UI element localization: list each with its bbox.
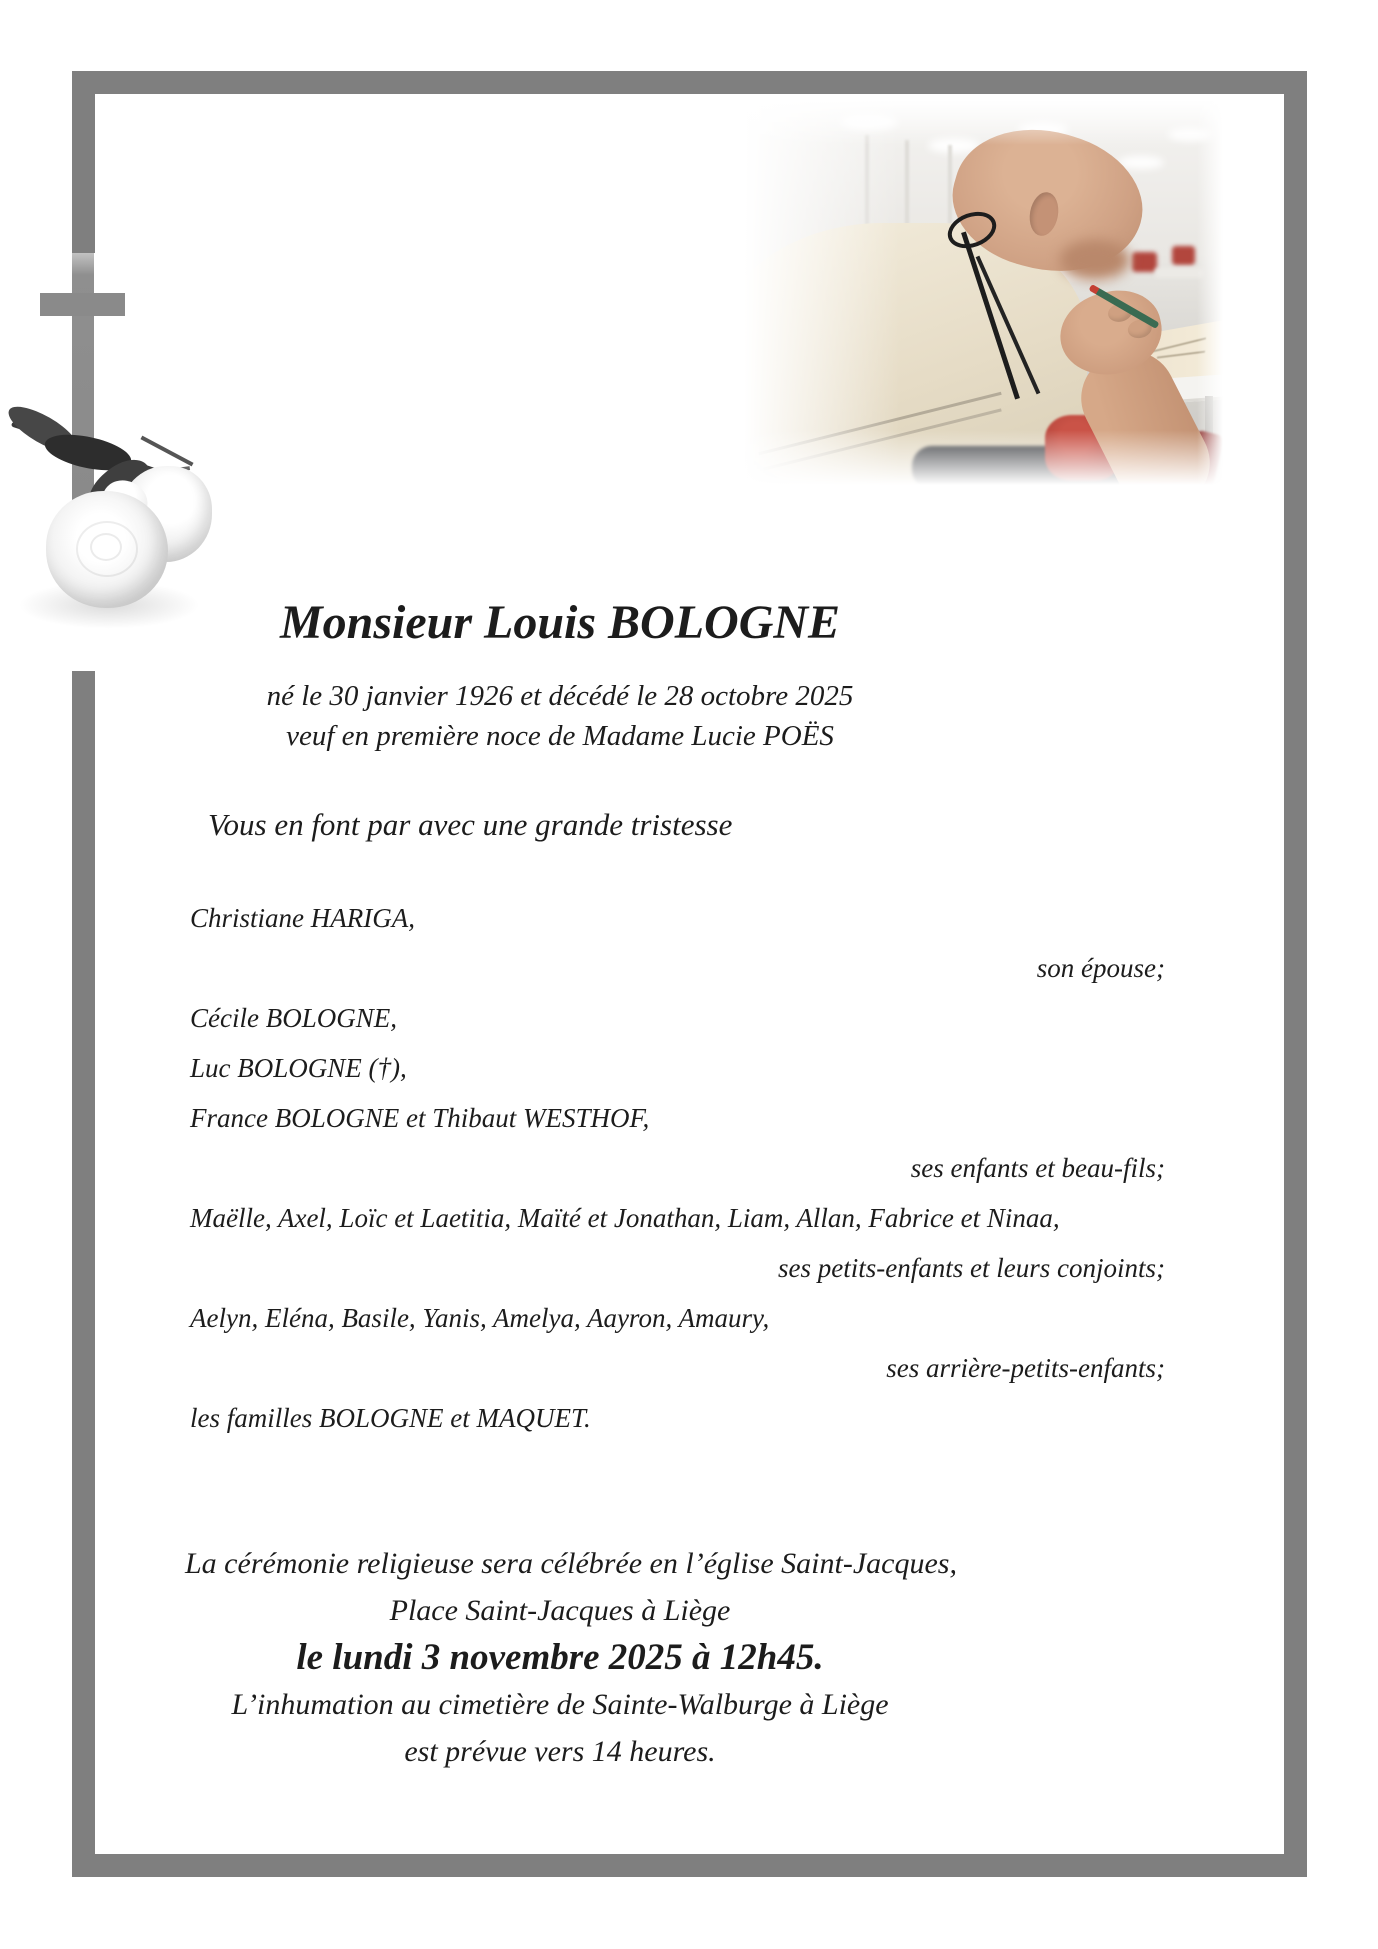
ceremony-church-line: La cérémonie religieuse sera célébrée en l’église Saint-Jacques, [185, 1547, 957, 1580]
background-chair [1172, 246, 1195, 265]
photo-fade-edge [700, 430, 1223, 485]
rose-petal-detail [90, 533, 122, 561]
burial-line: L’inhumation au cimetière de Sainte-Walburge à Liège [231, 1688, 889, 1721]
ceremony-block [185, 1540, 957, 1775]
family-names: Maëlle, Axel, Loïc et Laetitia, Maïté et Jonathan, Liam, Allan, Fabrice et Ninaa, [190, 1203, 1060, 1233]
announcement-line: Vous en font par avec une grande tristesse [208, 807, 733, 842]
photo-fade-edge [700, 100, 900, 485]
family-relation: son épouse; [1036, 953, 1165, 983]
burial-time-line: est prévue vers 14 heures. [404, 1735, 716, 1768]
rose-stem [140, 436, 193, 467]
deceased-photo [700, 100, 1223, 485]
face-shading [1060, 240, 1130, 280]
background-chair [1132, 252, 1157, 272]
family-names: France BOLOGNE et Thibaut WESTHOF, [190, 1103, 650, 1133]
family-relation: ses enfants et beau-fils; [910, 1153, 1165, 1183]
ceremony-datetime-line: le lundi 3 novembre 2025 à 12h45. [296, 1637, 824, 1678]
heading-block [185, 596, 935, 756]
family-names: les familles BOLOGNE et MAQUET. [190, 1403, 591, 1433]
family-relation: ses petits-enfants et leurs conjoints; [778, 1253, 1165, 1283]
deceased-name-title: Monsieur Louis BOLOGNE [279, 596, 841, 649]
family-names: Aelyn, Eléna, Basile, Yanis, Amelya, Aayron, Amaury, [190, 1303, 770, 1333]
family-relation: ses arrière-petits-enfants; [886, 1353, 1165, 1383]
photo-fade-edge [700, 100, 1223, 145]
life-dates: né le 30 janvier 1926 et décédé le 28 octobre 2025 [266, 680, 854, 712]
memorial-cross-and-roses [0, 253, 212, 671]
ceremony-place-line: Place Saint-Jacques à Liège [389, 1594, 731, 1627]
photo-fade-edge [1197, 100, 1223, 485]
background-table [1155, 268, 1203, 278]
family-names: Cécile BOLOGNE, [190, 1003, 397, 1033]
family-names: Luc BOLOGNE (†), [190, 1053, 407, 1083]
cross-icon [40, 293, 125, 316]
family-names: Christiane HARIGA, [190, 903, 415, 933]
family-list [190, 893, 1165, 1443]
white-rose-icon [46, 491, 168, 608]
widower-line: veuf en première noce de Madame Lucie POËS [286, 720, 834, 752]
